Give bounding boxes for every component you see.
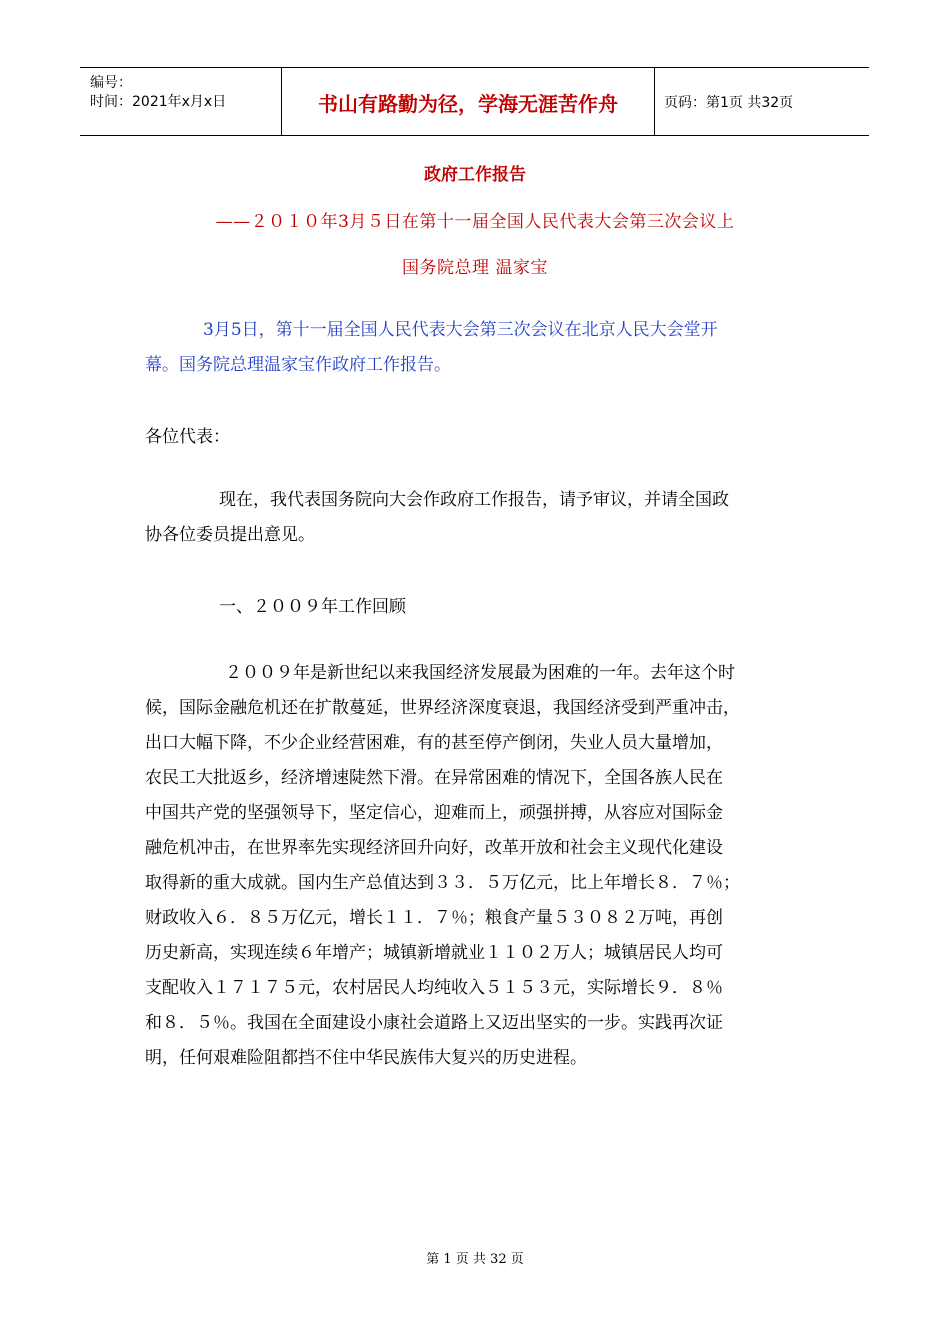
header-page-info: 页码：第1页 共32页	[664, 94, 794, 111]
body-line: 取得新的重大成就。国内生产总值达到３３．５万亿元，比上年增长８．７％；	[145, 873, 740, 893]
salutation-text: 各位代表：	[145, 427, 230, 447]
opening-paragraph	[145, 483, 805, 553]
opening-line: 协各位委员提出意见。	[145, 525, 315, 545]
intro-line: 3月5日，第十一届全国人民代表大会第三次会议在北京人民大会堂开	[203, 320, 718, 340]
body-line: 支配收入１７１７５元，农村居民人均纯收入５１５３元，实际增长９．８％	[145, 978, 723, 998]
body-line: 农民工大批返乡，经济增速陡然下滑。在异常困难的情况下，全国各族人民在	[145, 768, 723, 788]
opening-line: 现在，我代表国务院向大会作政府工作报告，请予审议，并请全国政	[219, 490, 729, 510]
body-line: 财政收入６．８５万亿元，增长１１．７％；粮食产量５３０８２万吨，再创	[145, 908, 723, 928]
document-subtitle: ——２０１０年3月５日在第十一届全国人民代表大会第三次会议上	[215, 212, 735, 232]
header-motto: 书山有路勤为径，学海无涯苦作舟	[282, 68, 655, 135]
section-heading-text: 一、２００９年工作回顾	[219, 597, 406, 617]
body-line: 出口大幅下降，不少企业经营困难，有的甚至停产倒闭，失业人员大量增加，	[145, 733, 723, 753]
time-label: 时间：2021年x月x日	[90, 94, 227, 110]
intro-paragraph	[145, 313, 805, 383]
body-line: 历史新高，实现连续６年增产；城镇新增就业１１０２万人；城镇居民人均可	[145, 943, 723, 963]
body-line: 融危机冲击，在世界率先实现经济回升向好，改革开放和社会主义现代化建设	[145, 838, 723, 858]
body-line: 中国共产党的坚强领导下，坚定信心，迎难而上，顽强拼搏，从容应对国际金	[145, 803, 723, 823]
section-heading	[145, 590, 805, 625]
body-line: 候，国际金融危机还在扩散蔓延，世界经济深度衰退，我国经济受到严重冲击，	[145, 698, 740, 718]
body-line: 和８．５％。我国在全面建设小康社会道路上又迈出坚实的一步。实践再次证	[145, 1013, 723, 1033]
page-footer: 第 1 页 共 32 页	[426, 1252, 524, 1267]
header-meta	[80, 68, 282, 135]
salutation	[145, 420, 805, 455]
intro-line: 幕。国务院总理温家宝作政府工作报告。	[145, 355, 451, 375]
body-line: ２００９年是新世纪以来我国经济发展最为困难的一年。去年这个时	[225, 663, 735, 683]
document-title: 政府工作报告	[424, 165, 526, 185]
body-line: 明，任何艰难险阻都挡不住中华民族伟大复兴的历史进程。	[145, 1048, 587, 1068]
document-author: 国务院总理 温家宝	[402, 258, 548, 278]
body-paragraph	[145, 656, 805, 1076]
document-header	[80, 67, 869, 136]
number-label: 编号：	[90, 75, 132, 91]
